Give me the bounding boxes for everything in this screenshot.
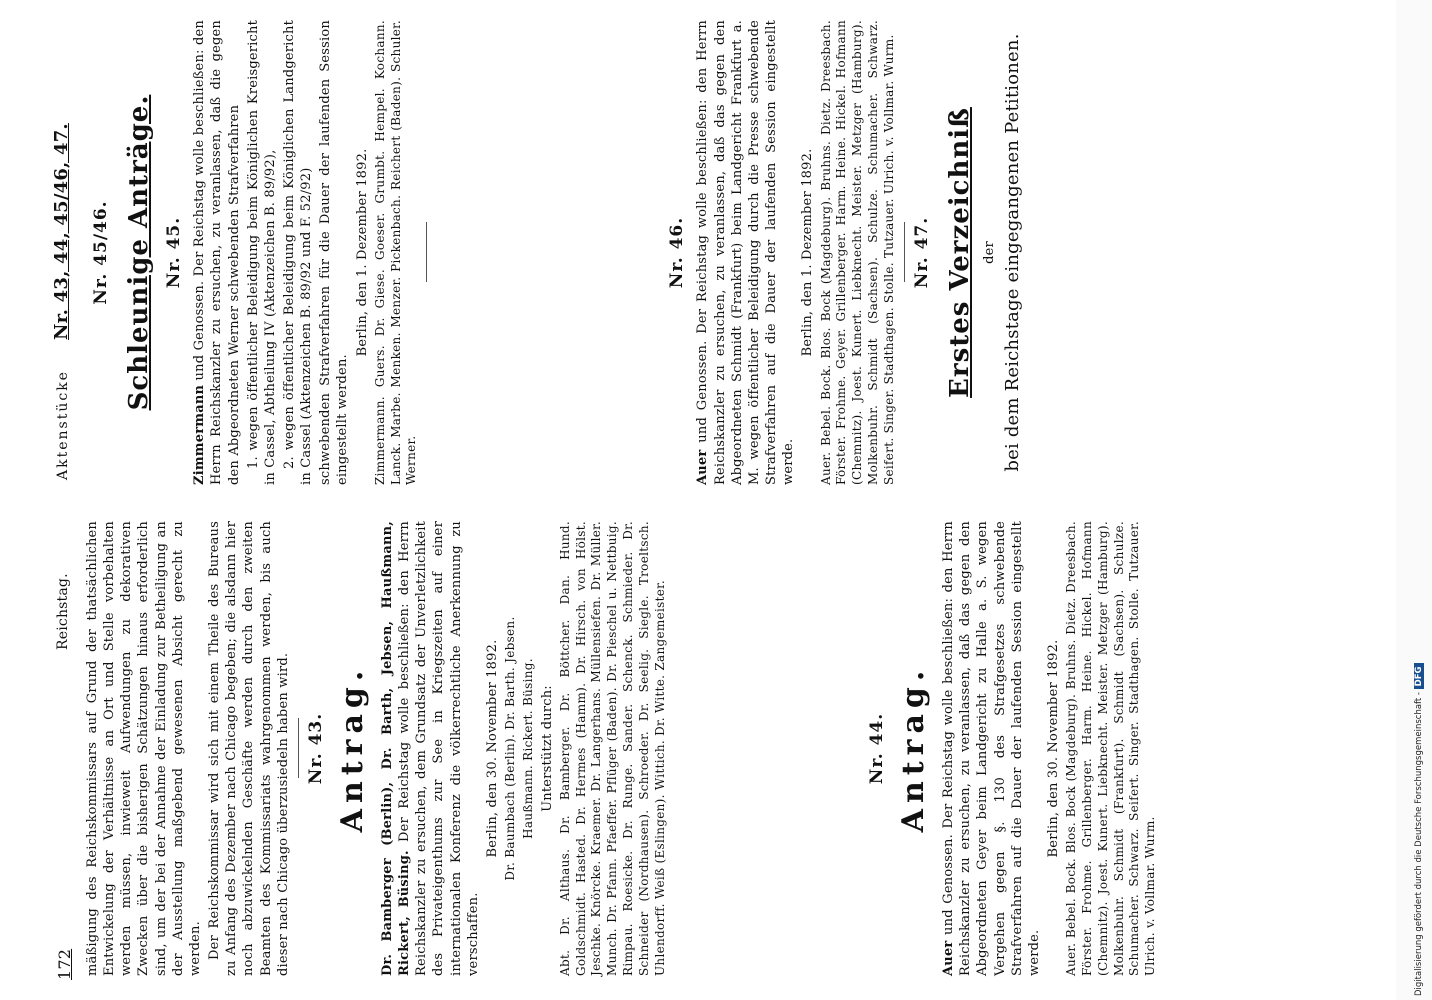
antrag-45-lead: Zimmermann (192, 384, 208, 485)
dfg-logo: DFG (1414, 663, 1424, 689)
antrag-46-signers: Auer. Bebel. Bock. Blos. Bock (Magdeburg). Bruhns. Dietz. Dreesbach. Förster. Frohme. Geyer. Grillenberger. Harm. Heine. Hickel. Hofmann (Chemnitz). Joest. Kunert. Liebknecht. Meister. Metzger (Hamburg). Molkenbuhr. Schmidt (Sachsen). Schulze. Schumacher. Schwarz. Seifert. Singer. Stadthagen. Stolle. Tutzauer. Ulrich. v. Vollmar. Wurm. (818, 20, 896, 485)
heading-antrag-43: Antrag. (335, 664, 371, 833)
antrag-45-signers: Zimmermann. Guers. Dr. Giese. Goeser. Grumbt. Hempel. Kochann. Lanck. Marbe. Menken. Menzer. Pickenbach. Reichert (Baden). Schuler. Werner. (372, 20, 419, 485)
antrag-45-text: und Genossen. Der Reichstag wolle beschließen: den Herrn Reichskanzler zu ersuchen, zu veranlassen, daß die gegen den Abgeordneten Werner schwebenden Strafverfahren (192, 20, 242, 485)
dfg-credit (1410, 0, 1432, 1000)
header-aktenstuecke: Aktenstücke (55, 370, 71, 480)
antrag-43-date: Berlin, den 30. November 1892. (484, 639, 500, 858)
heading-nr-45-46: Nr. 45/46. (91, 200, 111, 305)
column-b (860, 521, 1161, 976)
continuation-text-2: Der Reichskommissar wird sich mit einem Theile des Bureaus zu Anfang des Dezember nach Chicago begeben; die alsdann hier noch abzuwickelnden Geschäfte werden durch den zweiten Beamten des Kommissariats wahrgenommen werden, bis auch dieser nach Chicago überzusiedeln haben wird. (207, 521, 291, 976)
antrag-44-signers: Auer. Bebel. Bock. Blos. Bock (Magdeburg). Bruhns. Dietz. Dreesbach. Förster. Frohme. Grillenberger. Harm. Heine. Hickel. Hofmann (Chemnitz). Joest. Kunert. Liebknecht. Meister. Metzger (Hamburg). Molkenbuhr. Schmidt (Frankfurt). Schmidt (Sachsen). Schulze. Schumacher. Schwarz. Seifert. Singer. Stadthagen. Stolle. Tutzauer. Ulrich. v. Vollmar. Wurm. (1064, 521, 1158, 976)
subtitle-petitionen: bei dem Reichstage eingegangenen Petitionen. (1001, 33, 1023, 472)
continuation-text: mäßigung des Reichskommissars auf Grund der thatsächlichen Entwickelung der Verhältnisse an Ort und Stelle vorbehalten werden müssen, inwieweit Aufwendungen zu dekorativen Zwecken über die bisherigen Schätzungen hinaus erforderlich sind, um der bei der Annahme der Einladung zur Betheiligung an der Ausstellung maßgebend gewesenen Absicht gerecht zu werden. (85, 521, 203, 976)
antrag-44-date: Berlin, den 30. November 1892. (1045, 639, 1061, 858)
dfg-credit-text: Digitalisierung gefördert durch die Deutsche Forschungsgemeinschaft - (1414, 692, 1424, 996)
antrag-46-date: Berlin, den 1. Dezember 1892. (800, 148, 816, 357)
antrag-44-lead: Auer (941, 940, 957, 976)
antrag-43-text: Der Reichstag wolle beschließen: den Herrn Reichskanzler zu ersuchen, dem Grundsatz der Unverletzlichkeit des Privateigenthums zur See in Kriegszeiten auf einer internationalen Konferenz die völkerrechtliche Anerkennung zu verschaffen. (397, 521, 481, 976)
antrag-45-date: Berlin, den 1. Dezember 1892. (354, 148, 370, 357)
header-numbers: Nr. 43, 44, 45/46, 47. (51, 123, 72, 340)
antrag-44-text: und Genossen. Der Reichstag wolle beschließen: den Herrn Reichskanzler zu ersuchen, zu veranlassen, daß das gegen den Abgeordneten Geyer beim Landgericht zu Halle a. S. wegen Vergehen gegen §. 130 des Strafgesetzes schwebende Strafverfahren auf die Dauer der laufenden Session eingestellt werde. (941, 521, 1042, 976)
antrag-45-item-2: 2. wegen öffentlicher Beleidigung beim Königlichen Landgericht in Cassel (Aktenzeichen B. 89/92 und F. 52/92) (281, 20, 315, 485)
support-names: Abt. Dr. Althaus. Dr. Bamberger. Dr. Böttcher. Dan. Hund. Goldschmidt. Hasted. Dr. Hermes (Hamm). Dr. Hirsch. von Hölst. Jeschke. Knörcke. Kraemer. Dr. Langerhans. Müllensiefen. Dr. Müller. Munch. Dr. Pfann. Pfaeffer. Pflüger (Baden). Dr. Pieschel u. Nettbuig. Rimpau. Roesicke. Dr. Runge. Sander. Schenck. Schmieder. Dr. Schneider (Nordhausen). Schroeder. Dr. Seelig. Siegle. Troeltsch. Uhlendorff. Weiß (Eslingen). Wittich. Dr. Witte. Zangemeister. (557, 521, 667, 976)
divider (298, 719, 299, 779)
antrag-46-lead: Auer (695, 449, 711, 485)
column-c (84, 20, 433, 485)
heading-nr-46: Nr. 46. (667, 216, 687, 289)
heading-antrag-44: Antrag. (896, 664, 932, 833)
heading-nr-43: Nr. 43. (305, 712, 326, 785)
heading-schleunige-antraege: Schleunige Anträge. (124, 94, 155, 411)
divider-45 (426, 223, 427, 283)
column-d (660, 20, 1026, 485)
antrag-43-sign-line-1: Dr. Baumbach (Berlin). Dr. Barth. Jebsen. (503, 616, 517, 881)
support-heading: Unterstützt durch: (539, 685, 555, 812)
header-reichstag: Reichstag. (55, 573, 71, 650)
antrag-45-end: schwebenden Strafverfahren für die Dauer der laufenden Session eingestellt werden. (318, 20, 351, 485)
antrag-46-text: und Genossen. Der Reichstag wolle beschließen: den Herrn Reichskanzler zu ersuchen, zu veranlassen, daß das gegen den Abgeordneten Schmidt (Frankfurt) beim Landgericht Frankfurt a. M. wegen öffentlicher Beleidigung durch die Presse schwebende Strafverfahren auf die Dauer der laufenden Session eingestellt werde. (695, 20, 797, 485)
antrag-45-item-1: 1. wegen öffentlicher Beleidigung beim Königlichen Kreisgericht in Cassel, Abtheilung IV (Aktenzeichen B. 89/92), (245, 20, 278, 485)
antrag-43-sign-line-2: Haußmann. Rickert. Büsing. (520, 658, 535, 839)
dfg-credit-line (1414, 663, 1424, 996)
antrag-43-signers: Dr. Bamberger (Berlin), Dr. Barth, Jebsen, Haußmann, Rickert, Büsing. (379, 521, 413, 976)
divider-46 (904, 223, 905, 283)
heading-nr-44: Nr. 44. (867, 712, 887, 785)
heading-nr-47: Nr. 47. (911, 216, 932, 289)
heading-erstes-verzeichniss: Erstes Verzeichniß (945, 107, 976, 398)
column-a (84, 521, 671, 976)
page-header (51, 20, 76, 980)
page-number: 172 (55, 948, 74, 980)
heading-nr-45: Nr. 45. (163, 216, 184, 289)
text-der: der (982, 241, 998, 264)
